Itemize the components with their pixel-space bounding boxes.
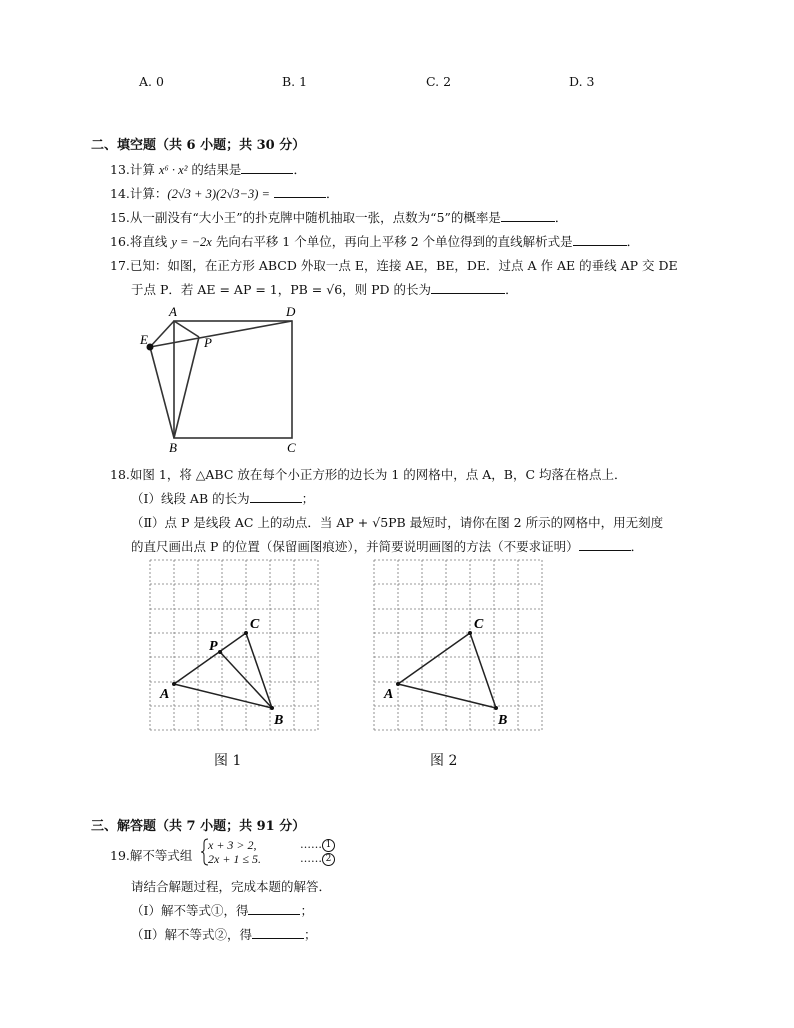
label-c: C (250, 617, 260, 632)
grid-figure-1 (145, 558, 325, 743)
question-16: 16.将直线 y = −2x 先向右平移 1 个单位，再向上平移 2 个单位得到的直线解析式是 ． (110, 234, 640, 249)
question-13: 13.计算 x⁶ · x² 的结果是 ． (110, 162, 306, 177)
grid-figure-2 (369, 558, 549, 743)
label-a: A (169, 304, 177, 319)
question-number: 16. (110, 234, 130, 249)
option-a: A. 0 (139, 74, 164, 89)
option-c: C. 2 (426, 74, 452, 89)
square-figure (138, 300, 308, 460)
label-b: B (169, 440, 177, 455)
inequality-2: 2x + 1 ≤ 5. (208, 852, 262, 866)
question-18-part1: （Ⅰ）线段 AB 的长为 ； (131, 491, 315, 506)
question-number: 17. (110, 258, 130, 273)
label-e: E (140, 332, 148, 347)
inequality-1: x + 3 > 2, (208, 838, 257, 852)
question-19-step2: （Ⅱ）解不等式②，得 ； (131, 927, 317, 942)
label-c: C (474, 617, 484, 632)
question-18-part2b: 的直尺画出点 P 的位置（保留画图痕迹），并简要说明画图的方法（不要求证明） ． (131, 539, 644, 554)
question-19: 19.解不等式组 (110, 848, 193, 863)
label-a: A (160, 687, 170, 702)
label-a: A (384, 687, 394, 702)
question-number: 14. (110, 186, 130, 201)
question-17: 17.已知：如图，在正方形 ABCD 外取一点 E，连接 AE，BE，DE．过点 A 作 AE 的垂线 AP 交 DE (110, 258, 678, 273)
question-number: 13. (110, 162, 130, 177)
question-17-line2: 于点 P．若 AE = AP = 1，PB = √6，则 PD 的长为 ． (131, 282, 518, 297)
label-p: P (204, 335, 212, 350)
option-b: B. 1 (282, 74, 308, 89)
label-b: B (274, 713, 284, 728)
question-19-instruction: 请结合解题过程，完成本题的解答． (131, 879, 332, 894)
question-19-step1: （Ⅰ）解不等式①，得 ； (131, 903, 313, 918)
label-b: B (498, 713, 508, 728)
figure-2-caption: 图 2 (430, 753, 458, 769)
grid-lines (374, 560, 542, 730)
circled-1-icon: 1 (322, 839, 335, 852)
question-number: 18. (110, 467, 130, 482)
question-18-part2: （Ⅱ）点 P 是线段 AC 上的动点．当 AP + √5PB 最短时，请你在图 2 所示的网格中，用无刻度 (131, 515, 664, 530)
label-d: D (286, 304, 296, 319)
label-p: P (209, 639, 218, 654)
section-title: 三、解答题（共 7 小题；共 91 分） (91, 819, 306, 834)
section-title: 二、填空题（共 6 小题；共 30 分） (91, 138, 306, 153)
figure-1-caption: 图 1 (214, 753, 242, 769)
question-18: 18.如图 1，将 △ABC 放在每个小正方形的边长为 1 的网格中，点 A，B，C 均落在格点上． (110, 467, 627, 482)
question-15: 15.从一副没有“大小王”的扑克牌中随机抽取一张，点数为“5”的概率是 ． (110, 210, 568, 225)
option-d: D. 3 (569, 74, 595, 89)
question-number: 19. (110, 848, 130, 863)
question-14: 14.计算：(2√3 + 3)(2√3−3) = ． (110, 186, 339, 201)
question-number: 15. (110, 210, 130, 225)
marker-2: …… 2 (300, 852, 335, 866)
circled-2-icon: 2 (322, 853, 335, 866)
label-c: C (287, 440, 296, 455)
grid-lines (150, 560, 318, 730)
marker-1: …… 1 (300, 838, 335, 852)
